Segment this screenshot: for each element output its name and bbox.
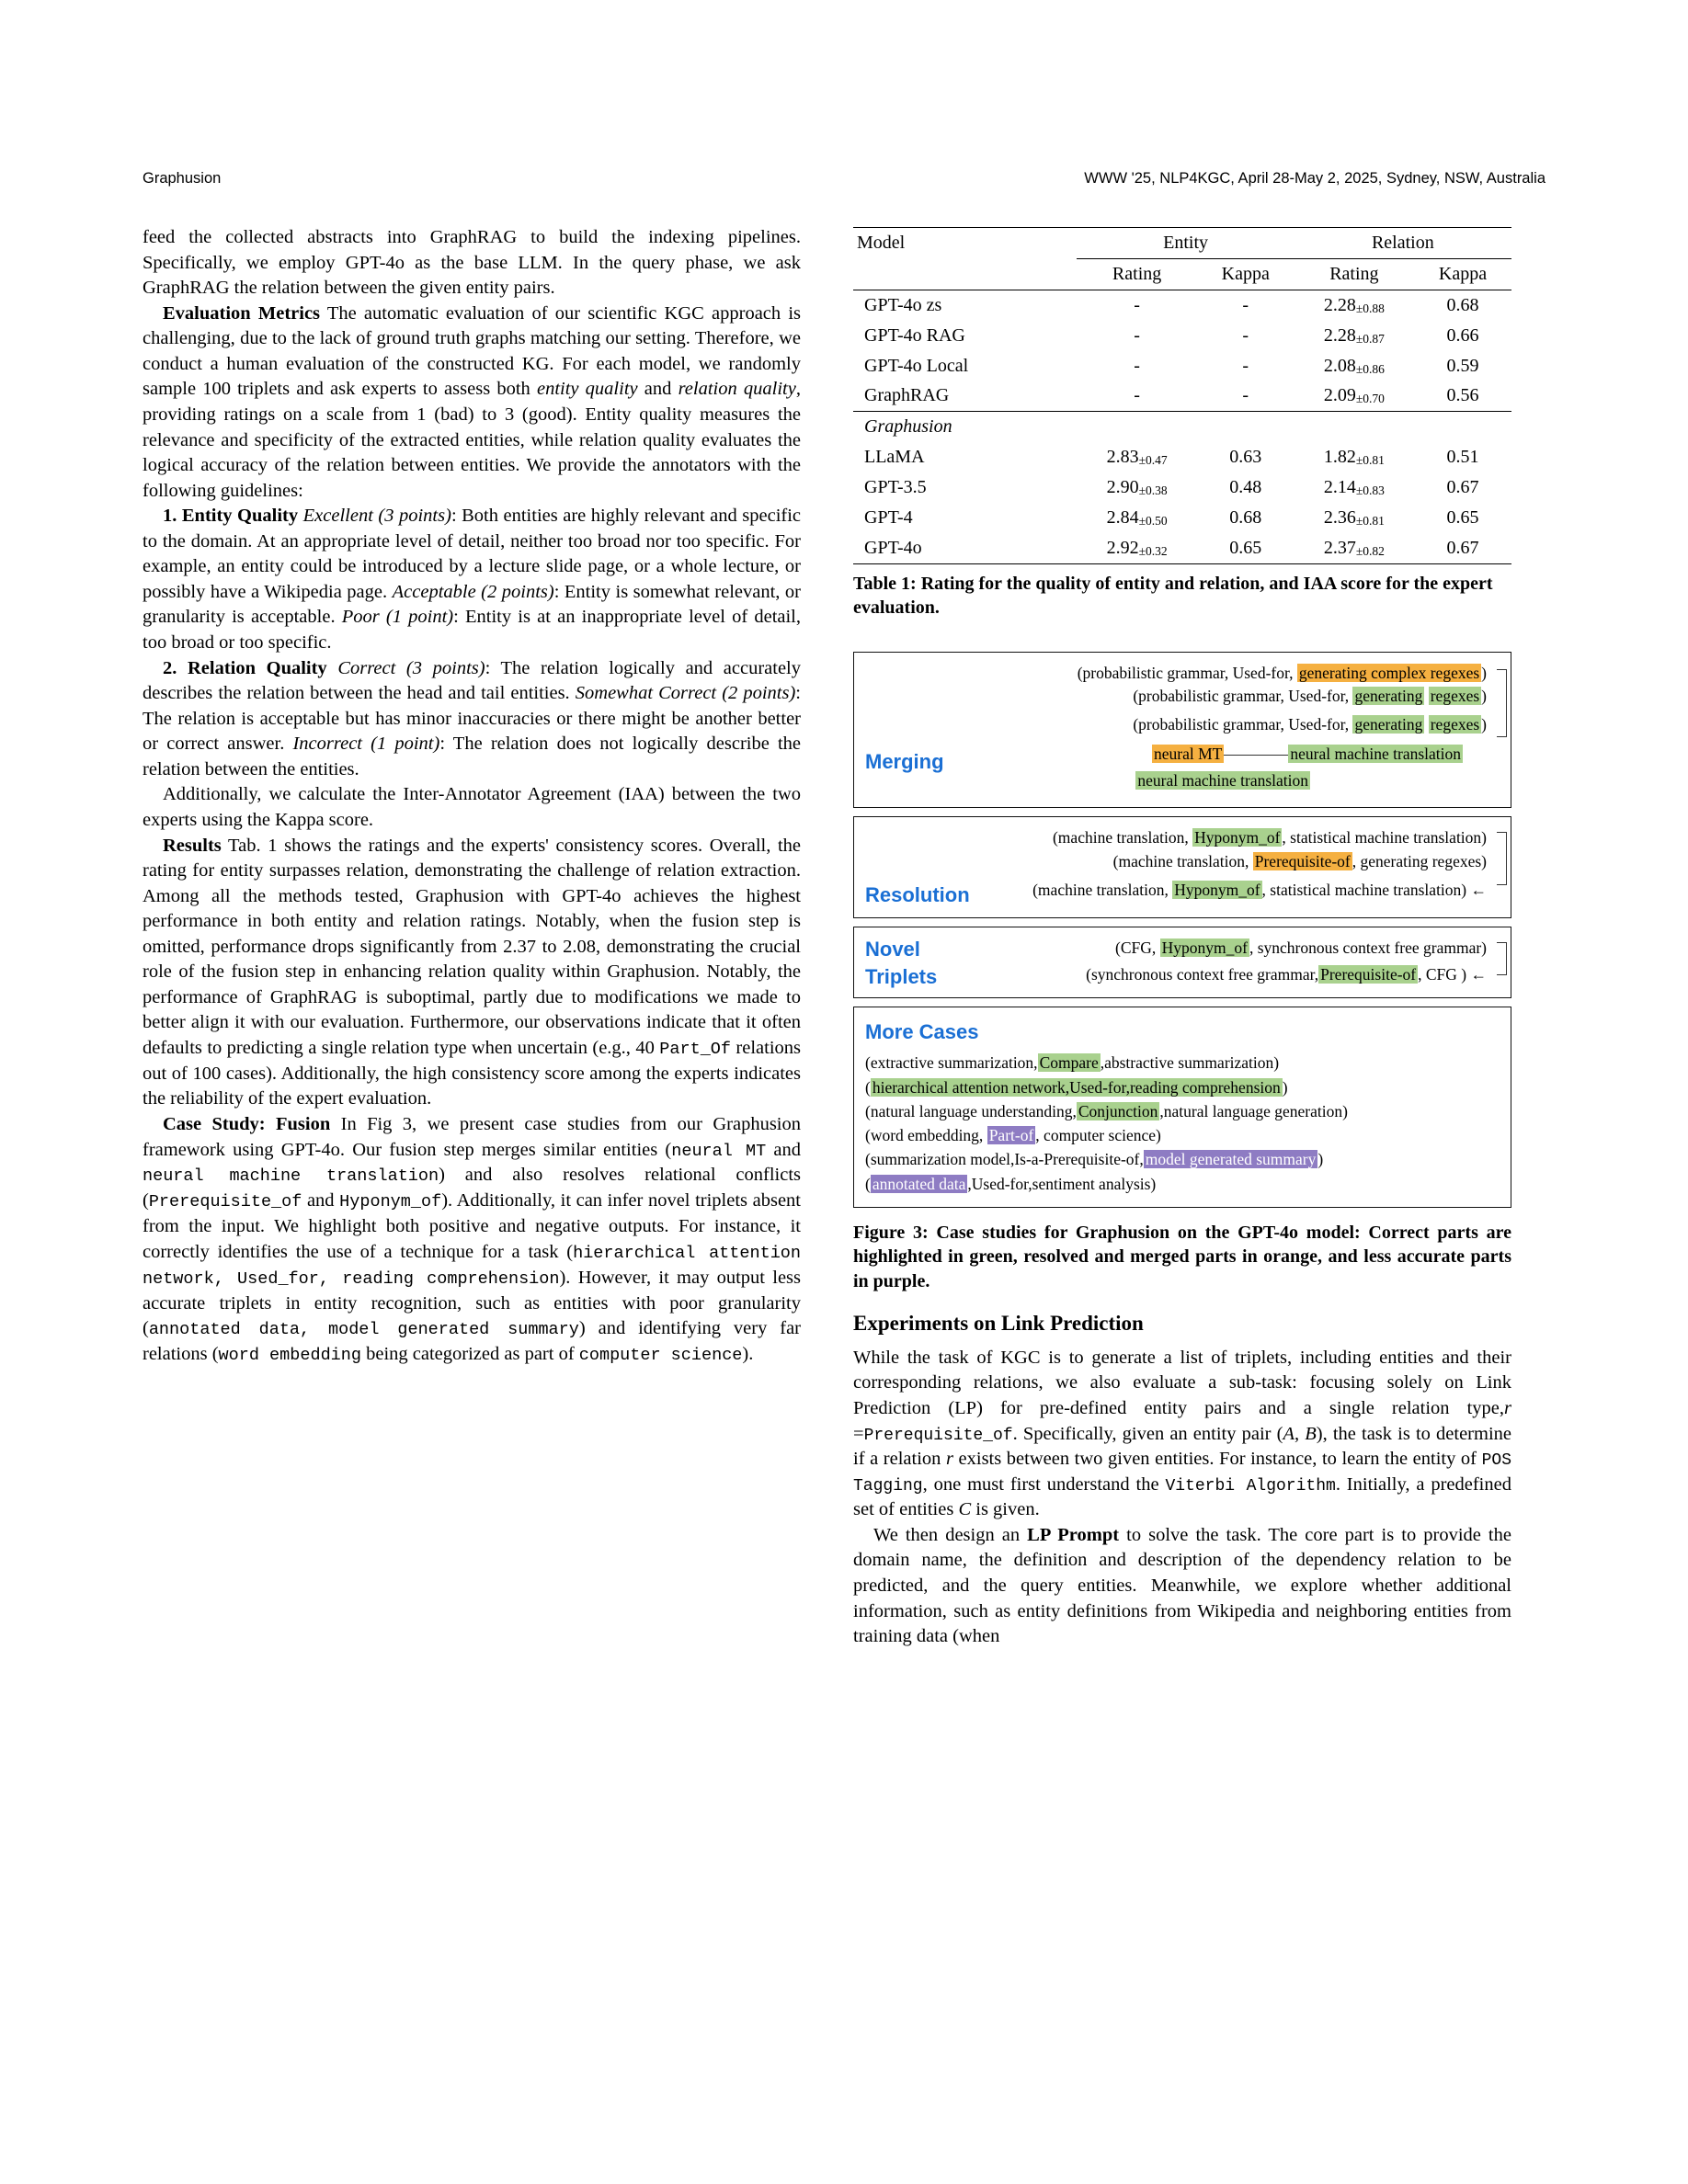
novel-section-label-1: Novel xyxy=(865,937,920,961)
paragraph-lp-task: While the task of KGC is to generate a list of triplets, including entities and their corresponding relations, we also evaluate a sub-task: focusing solely on Link Prediction (LP) for pre-defined entity pairs and a single relation type,r =Prerequisite_of. Specifically, given an entity pair (A, B), the task is to determine if a relation r exists between two given entities. For instance, to learn the entity of POS Tagging, one must first understand the Viterbi Algorithm. Initially, a predefined set of entities C is given. xyxy=(853,1347,1511,1520)
table-row xyxy=(853,503,1511,533)
th-relation-kappa: Kappa xyxy=(1414,258,1511,290)
th-relation-rating: Rating xyxy=(1295,258,1414,290)
cell-entity-kappa: 0.63 xyxy=(1229,447,1262,468)
table-caption: Table 1: Rating for the quality of entity and relation, and IAA score for the expert evaluation. xyxy=(853,573,1493,619)
th-model: Model xyxy=(853,228,1077,258)
merging-triplet-3: (probabilistic grammar, Used-for, generating regexes ) xyxy=(1133,715,1487,734)
merging-triplet-1: (probabilistic grammar, Used-for, generating complex regexes ) xyxy=(1077,663,1487,682)
table-row xyxy=(853,381,1511,411)
cell-model: GPT-4o RAG xyxy=(864,324,965,346)
novel-triplet-2: (synchronous context free grammar, Prerequisite-of , CFG ) ← xyxy=(1086,964,1487,984)
paragraph-entity-quality: 1. Entity Quality Excellent (3 points): Both entities are highly relevant and specific to the domain. At an appropriate level of detail, neither too broad nor too specific. For example, an entity could be introduced by a lecture slide page, or a whole lecture, or possibly have a Wikipedia page. Acceptable (2 points): Entity is somewhat relevant, or granularity is acceptable. Poor (1 point): Entity is at an inappropriate level of detail, too broad or too specific. xyxy=(143,506,802,653)
more-case-4: (word embedding, Part-of , computer science) xyxy=(865,1126,1161,1145)
results-table xyxy=(853,227,1511,564)
more-case-6: ( annotated data ,Used-for,sentiment analysis) xyxy=(865,1174,1157,1193)
merging-triplet-2: (probabilistic grammar, Used-for, generating regexes ) xyxy=(1133,686,1487,705)
th-entity: Entity xyxy=(1077,228,1294,258)
highlight-purple: model generated summary xyxy=(1145,1150,1317,1169)
table-header-row-2 xyxy=(853,258,1511,290)
cell-entity-kappa: - xyxy=(1242,355,1249,376)
cell-entity-rating: 2.84±0.50 xyxy=(1106,507,1168,529)
highlight-green: Conjunction xyxy=(1078,1101,1158,1120)
highlight-purple: annotated data xyxy=(872,1174,966,1193)
figure-caption: Figure 3: Case studies for Graphusion on the GPT-4o model: Correct parts are highlighted in green, resolved and merged parts in orange, and less accurate parts in purple. xyxy=(853,1222,1511,1291)
highlight-green: hierarchical attention network,Used-for,reading comprehension xyxy=(872,1077,1281,1097)
highlight-green: Hyponym_of xyxy=(1174,881,1260,900)
cell-entity-rating: - xyxy=(1134,355,1140,376)
merging-merge-row xyxy=(865,743,1500,766)
cell-entity-kappa: - xyxy=(1242,324,1249,346)
section-heading-link-prediction: Experiments on Link Prediction xyxy=(853,1312,1144,1335)
paragraph-evaluation-metrics: Evaluation Metrics The automatic evaluation of our scientific KGC approach is challenging, due to the lack of ground truth graphs matching our setting. Therefore, we conduct a human evaluation of the constructed KG. For each model, we randomly sample 100 triplets and ask experts to assess both entity quality and relation quality, providing ratings on a scale from 1 (bad) to 3 (good). Entity quality measures the relevance and specificity of the extracted entities, while relation quality evaluates the logical accuracy of the relation between entities. We provide the annotators with the following guidelines: xyxy=(143,302,801,501)
header-left: Graphusion xyxy=(143,170,222,187)
cell-relation-rating: 2.14±0.83 xyxy=(1323,477,1385,498)
resolution-triplet-2: (machine translation, Prerequisite-of , generating regexes) xyxy=(1112,851,1487,870)
novel-triplet-1: (CFG, Hyponym_of , synchronous context free grammar) xyxy=(1115,938,1487,957)
cell-model: GPT-3.5 xyxy=(864,477,927,498)
cell-entity-rating: 2.90±0.38 xyxy=(1106,477,1168,498)
cell-relation-kappa: 0.66 xyxy=(1446,324,1479,346)
cell-relation-kappa: 0.56 xyxy=(1414,381,1511,411)
more-case-3: (natural language understanding, Conjunction ,natural language generation) xyxy=(865,1101,1348,1120)
resolution-triplet-3: (machine translation, Hyponym_of , statistical machine translation) ← xyxy=(1032,881,1487,900)
highlight-green: regexes xyxy=(1430,686,1480,705)
table-row xyxy=(853,351,1511,381)
right-column xyxy=(853,225,1511,1650)
cell-model: GPT-4o zs xyxy=(864,294,942,315)
table-header-row-1 xyxy=(853,228,1511,258)
novel-bracket xyxy=(1497,942,1507,975)
more-case-1: (extractive summarization, Compare ,abstractive summarization) xyxy=(865,1053,1280,1073)
highlight-orange: generating complex regexes xyxy=(1298,663,1480,682)
th-entity-kappa: Kappa xyxy=(1197,258,1295,290)
highlight-purple: Part-of xyxy=(988,1126,1034,1145)
cell-entity-rating: - xyxy=(1077,381,1196,411)
cell-model: GPT-4o xyxy=(853,533,1077,563)
merging-bracket xyxy=(1497,669,1507,737)
cell-entity-kappa: 0.68 xyxy=(1229,507,1262,529)
highlight-green: neural machine translation xyxy=(1137,771,1308,791)
more-cases-section-label: More Cases xyxy=(865,1020,979,1044)
highlight-green: Hyponym_of xyxy=(1194,828,1281,847)
paragraph-iaa: Additionally, we calculate the Inter-Annotator Agreement (IAA) between the two experts using the Kappa score. xyxy=(143,784,801,830)
cell-model: LLaMA xyxy=(864,447,925,468)
arrow-left-icon: ← xyxy=(1470,964,1487,984)
cell-model: GPT-4o Local xyxy=(864,355,969,376)
highlight-green: Prerequisite-of xyxy=(1320,964,1417,984)
highlight-green: Compare xyxy=(1039,1053,1099,1073)
resolution-bracket xyxy=(1497,832,1507,885)
cell-entity-rating: - xyxy=(1134,324,1140,346)
cell-relation-kappa: 0.67 xyxy=(1414,533,1511,563)
more-case-2: ( hierarchical attention network,Used-for,reading comprehension ) xyxy=(865,1077,1288,1097)
figure-resolution-box xyxy=(853,816,1511,917)
cell-relation-kappa: 0.67 xyxy=(1446,477,1479,498)
cell-relation-rating: 1.82±0.81 xyxy=(1323,447,1385,468)
cell-group-label: Graphusion xyxy=(864,416,952,438)
cell-relation-kappa: 0.68 xyxy=(1446,294,1479,315)
th-entity-rating: Rating xyxy=(1077,258,1196,290)
header-right: WWW '25, NLP4KGC, April 28-May 2, 2025, Sydney, NSW, Australia xyxy=(1084,170,1545,187)
running-header xyxy=(143,170,1545,192)
figure-novel-box xyxy=(853,927,1511,999)
cell-relation-rating: 2.08±0.86 xyxy=(1323,355,1385,376)
merging-result-row xyxy=(865,769,1500,792)
paragraph-relation-quality: 2. Relation Quality Correct (3 points): The relation logically and accurately describes the relation between the head and tail entities. Somewhat Correct (2 points): The relation is acceptable but has minor inaccuracies or there might be another better or correct answer. Incorrect (1 point): The relation does not logically describe the relation between the entities. xyxy=(143,657,801,779)
left-column xyxy=(143,225,801,1368)
cell-entity-kappa: 0.65 xyxy=(1197,533,1295,563)
highlight-orange: Prerequisite-of xyxy=(1254,851,1351,870)
arrow-left-icon: ← xyxy=(1470,881,1487,900)
paragraph-lp-prompt: We then design an LP Prompt to solve the task. The core part is to provide the domain name, the definition and description of the dependency relation to be predicted, and the query entities. Meanwhile, we explore whether additional information, such as entity definitions from Wikipedia and neighboring entities from training data (when xyxy=(853,1524,1511,1647)
cell-relation-kappa: 0.59 xyxy=(1446,355,1479,376)
table-group-row xyxy=(853,412,1511,442)
figure-more-cases-box xyxy=(853,1007,1511,1208)
relation-quality-heading: 2. Relation Quality xyxy=(163,657,327,678)
more-case-5: (summarization model,Is-a-Prerequisite-of, model generated summary ) xyxy=(865,1150,1324,1169)
figure-merging-box xyxy=(853,652,1511,809)
paragraph-results: Results Tab. 1 shows the ratings and the experts' consistency scores. Overall, the rating for entity surpasses relation, demonstrating the challenge of relation extraction. Among all the methods tested, Graphusion with GPT-4o achieves the highest performance in both entity and relation ratings. Notably, when the fusion step is omitted, performance drops significantly from 2.37 to 2.08, demonstrating the crucial role of the fusion step in enhancing relation quality within Graphusion. Notably, the performance of GraphRAG is suboptimal, partly due to modifications we made to better align it with our evaluation. Furthermore, our observations indicate that it often defaults to predicting a single relation type when uncertain (e.g., 40 Part_Of relations out of 100 cases). Additionally, the high consistency score among the experts indicates the reliability of the expert evaluation. xyxy=(143,835,802,1109)
table-row xyxy=(853,290,1511,320)
novel-section-label-2: Triplets xyxy=(865,964,938,988)
highlight-green: generating xyxy=(1354,715,1423,734)
case-study-heading: Case Study: Fusion xyxy=(163,1114,331,1134)
table-row xyxy=(853,533,1511,563)
highlight-green: regexes xyxy=(1430,715,1480,734)
cell-model: GraphRAG xyxy=(853,381,1077,411)
resolution-triplet-1: (machine translation, Hyponym_of , statistical machine translation) xyxy=(1052,828,1487,847)
highlight-green: neural machine translation xyxy=(1290,744,1461,763)
paper-sheet xyxy=(110,119,1578,2077)
paragraph-case-study: Case Study: Fusion In Fig 3, we present case studies from our Graphusion framework using GPT-4o. Our fusion step merges similar entities (neural MT and neural machine translation) and also resolves relational conflicts (Prerequisite_of and Hyponym_of). Additionally, it can infer novel triplets absent from the input. We highlight both positive and negative outputs. For instance, it correctly identifies the use of a technique for a task (hierarchical attention network, Used_for, reading comprehension). However, it may output less accurate triplets in entity recognition, such as entities with poor granularity (annotated data, model generated summary) and identifying very far relations (word embedding being categorized as part of computer science). xyxy=(143,1114,801,1365)
entity-quality-heading: 1. Entity Quality xyxy=(163,506,299,527)
cell-relation-kappa: 0.51 xyxy=(1446,447,1479,468)
highlight-orange: neural MT xyxy=(1154,744,1223,763)
cell-relation-rating: 2.28±0.88 xyxy=(1323,294,1385,315)
figure-3 xyxy=(853,652,1511,1293)
cell-entity-rating: - xyxy=(1134,294,1140,315)
paragraph-intro: feed the collected abstracts into GraphRAG to build the indexing pipelines. Specifically, we employ GPT-4o as the base LLM. In the query phase, we ask GraphRAG the relation between the given entity pairs. xyxy=(143,227,801,299)
cell-relation-rating: 2.36±0.81 xyxy=(1323,507,1385,529)
eval-metrics-heading: Evaluation Metrics xyxy=(163,302,321,324)
cell-model: GPT-4 xyxy=(864,507,913,529)
table-row xyxy=(853,321,1511,351)
results-heading: Results xyxy=(163,835,222,856)
table-row xyxy=(853,442,1511,472)
th-relation: Relation xyxy=(1295,228,1511,258)
cell-entity-kappa: 0.48 xyxy=(1229,477,1262,498)
cell-relation-kappa: 0.65 xyxy=(1446,507,1479,529)
resolution-section-label: Resolution xyxy=(865,882,970,906)
highlight-green: Hyponym_of xyxy=(1161,938,1248,957)
cell-entity-kappa: - xyxy=(1242,294,1249,315)
highlight-green: generating xyxy=(1354,686,1423,705)
cell-entity-kappa: - xyxy=(1197,381,1295,411)
cell-relation-rating: 2.28±0.87 xyxy=(1323,324,1385,346)
table-row xyxy=(853,472,1511,503)
cell-relation-rating: 2.09±0.70 xyxy=(1295,381,1414,411)
cell-entity-rating: 2.83±0.47 xyxy=(1106,447,1168,468)
cell-relation-rating: 2.37±0.82 xyxy=(1295,533,1414,563)
merging-section-label: Merging xyxy=(865,749,944,773)
cell-entity-rating: 2.92±0.32 xyxy=(1077,533,1196,563)
